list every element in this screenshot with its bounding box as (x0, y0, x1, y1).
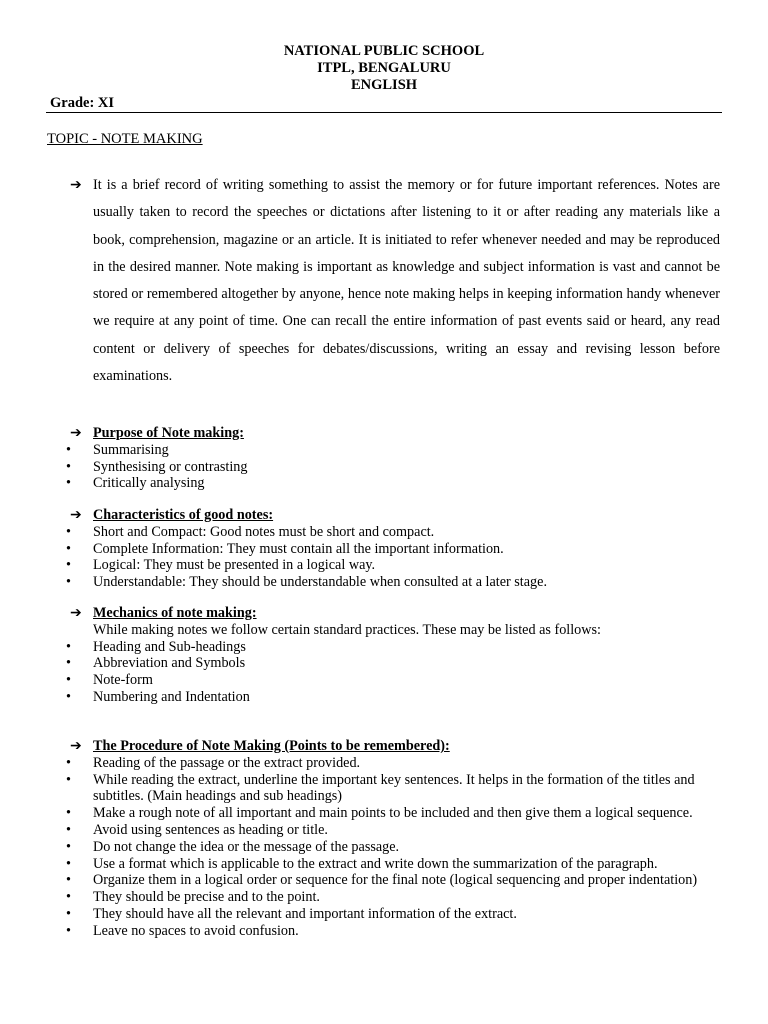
section-characteristics (70, 507, 720, 591)
section-heading (70, 507, 720, 524)
list-item: • Do not change the idea or the message of the passage. (66, 839, 720, 856)
section-title: Characteristics of good notes: (93, 507, 274, 523)
intro-block (70, 172, 720, 390)
arrow-right-icon: ➔ (70, 507, 82, 523)
section-title: Mechanics of note making: (93, 605, 257, 621)
bullet-list (66, 755, 720, 940)
arrow-right-icon: ➔ (70, 738, 82, 754)
list-item: • Logical: They must be presented in a logical way. (66, 557, 720, 574)
list-item: • While reading the extract, underline the important key sentences. It helps in the formation of the titles and subtitles. (Main headings and sub headings) (66, 772, 720, 806)
list-item: • Synthesising or contrasting (66, 459, 720, 476)
list-item: • Make a rough note of all important and main points to be included and then give them a logical sequence. (66, 805, 720, 822)
bullet-list (66, 442, 720, 492)
list-item: • Numbering and Indentation (66, 689, 720, 706)
section-heading (70, 605, 720, 622)
list-item: • Short and Compact: Good notes must be short and compact. (66, 524, 720, 541)
school-location: ITPL, BENGALURU (317, 60, 451, 76)
section-title: The Procedure of Note Making (Points to be remembered): (93, 738, 450, 754)
section-heading (70, 425, 720, 442)
arrow-right-icon: ➔ (70, 177, 82, 193)
arrow-right-icon: ➔ (70, 425, 82, 441)
list-item: • Note-form (66, 672, 720, 689)
list-item: • They should have all the relevant and important information of the extract. (66, 906, 720, 923)
list-item: • Summarising (66, 442, 720, 459)
list-item: • Reading of the passage or the extract provided. (66, 755, 720, 772)
section-title: Purpose of Note making: (93, 425, 244, 441)
document-header (0, 43, 768, 94)
section-purpose (70, 425, 720, 492)
section-intro: While making notes we follow certain standard practices. These may be listed as follows: (93, 621, 601, 638)
section-procedure (70, 738, 720, 940)
list-item: • Critically analysing (66, 475, 720, 492)
topic-heading: TOPIC - NOTE MAKING (47, 131, 203, 147)
section-heading (70, 738, 720, 755)
section-mechanics (70, 605, 720, 706)
list-item: • Abbreviation and Symbols (66, 655, 720, 672)
intro-paragraph: It is a brief record of writing something to assist the memory or for future important references. Notes are usually taken to record the speeches or dictations after listening to it or after reading any materials like a book, comprehension, magazine or an article. It is initiated to refer whenever needed and may be reproduced in the desired manner. Note making is important as knowledge and subject information is vast and cannot be stored or remembered altogether by anyone, hence note making helps in keeping information handy whenever we require at any point of time. One can recall the entire information of past events said or heard, any read content or delivery of speeches for debates/discussions, writing an essay and revising lesson before examinations. (93, 177, 720, 385)
grade-label: Grade: XI (50, 95, 115, 111)
list-item: • Organize them in a logical order or sequence for the final note (logical sequencing and proper indentation) (66, 872, 720, 889)
list-item: • Heading and Sub-headings (66, 639, 720, 656)
list-item: • Complete Information: They must contain all the important information. (66, 541, 720, 558)
list-item: • They should be precise and to the point. (66, 889, 720, 906)
header-divider (46, 112, 722, 113)
school-name: NATIONAL PUBLIC SCHOOL (283, 43, 485, 59)
list-item: • Use a format which is applicable to the extract and write down the summarization of the paragraph. (66, 856, 720, 873)
arrow-right-icon: ➔ (70, 605, 82, 621)
bullet-list (66, 524, 720, 591)
subject-name: ENGLISH (350, 77, 418, 93)
list-item: • Leave no spaces to avoid confusion. (66, 923, 720, 940)
bullet-list (66, 639, 720, 706)
list-item: • Understandable: They should be understandable when consulted at a later stage. (66, 574, 720, 591)
list-item: • Avoid using sentences as heading or title. (66, 822, 720, 839)
